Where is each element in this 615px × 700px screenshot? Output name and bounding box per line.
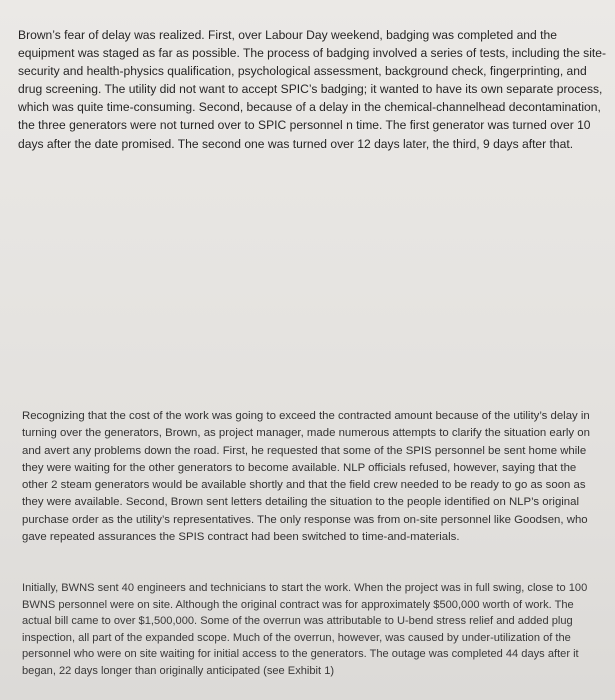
paragraph-cost-overrun-attempts: Recognizing that the cost of the work was going to exceed the contracted amount because of the utility’s delay in turning over the generators, Brown, as project manager, made numerous attempts to clarify the situation early on and avert any problems down the road. First, he requested that some of the SPIS personnel be sent home while they were waiting for the other generators to become available. NLP officials refused, however, saying that the other 2 steam generators would be available shortly and that the field crew needed to be ready to go as soon as they were available. Second, Brown sent letters detailing the situation to the people identified on NLP’s original purchase order as the utility’s representatives. The only response was from on-site personnel like Goodsen, who gave repeated assurances the SPIS contract had been switched to time-and-materials.	[22, 410, 590, 544]
paragraph-badging-delay: Brown’s fear of delay was realized. First, over Labour Day weekend, badging was completed and the equipment was staged as far as possible. The process of badging involved a series of tests, including the site-security and health-physics qualification, psychological assessment, background check, fingerprinting, and drug screening. The utility did not want to accept SPIC’s badging; it wanted to have its own separate process, which was quite time-consuming. Second, because of a delay in the chemical-channelhead decontamination, the three generators were not turned over to SPIC personnel n time. The first generator was turned over 10 days after the date promised. The second one was turned over 12 days later, the third, 9 days after that.	[18, 28, 606, 151]
paragraph-staffing-and-bill: Initially, BWNS sent 40 engineers and technicians to start the work. When the project was in full swing, close to 100 BWNS personnel were on site. Although the original contract was for approximately $500,000 worth of work. The actual bill came to over $1,500,000. Some of the overrun was attributable to U-bend stress relief and added plug inspection, all part of the expanded scope. Much of the overrun, however, was caused by under-utilization of the personnel who were on site waiting for initial access to the generators. The outage was completed 44 days after it began, 22 days longer than originally anticipated (see Exhibit 1)	[22, 582, 588, 677]
